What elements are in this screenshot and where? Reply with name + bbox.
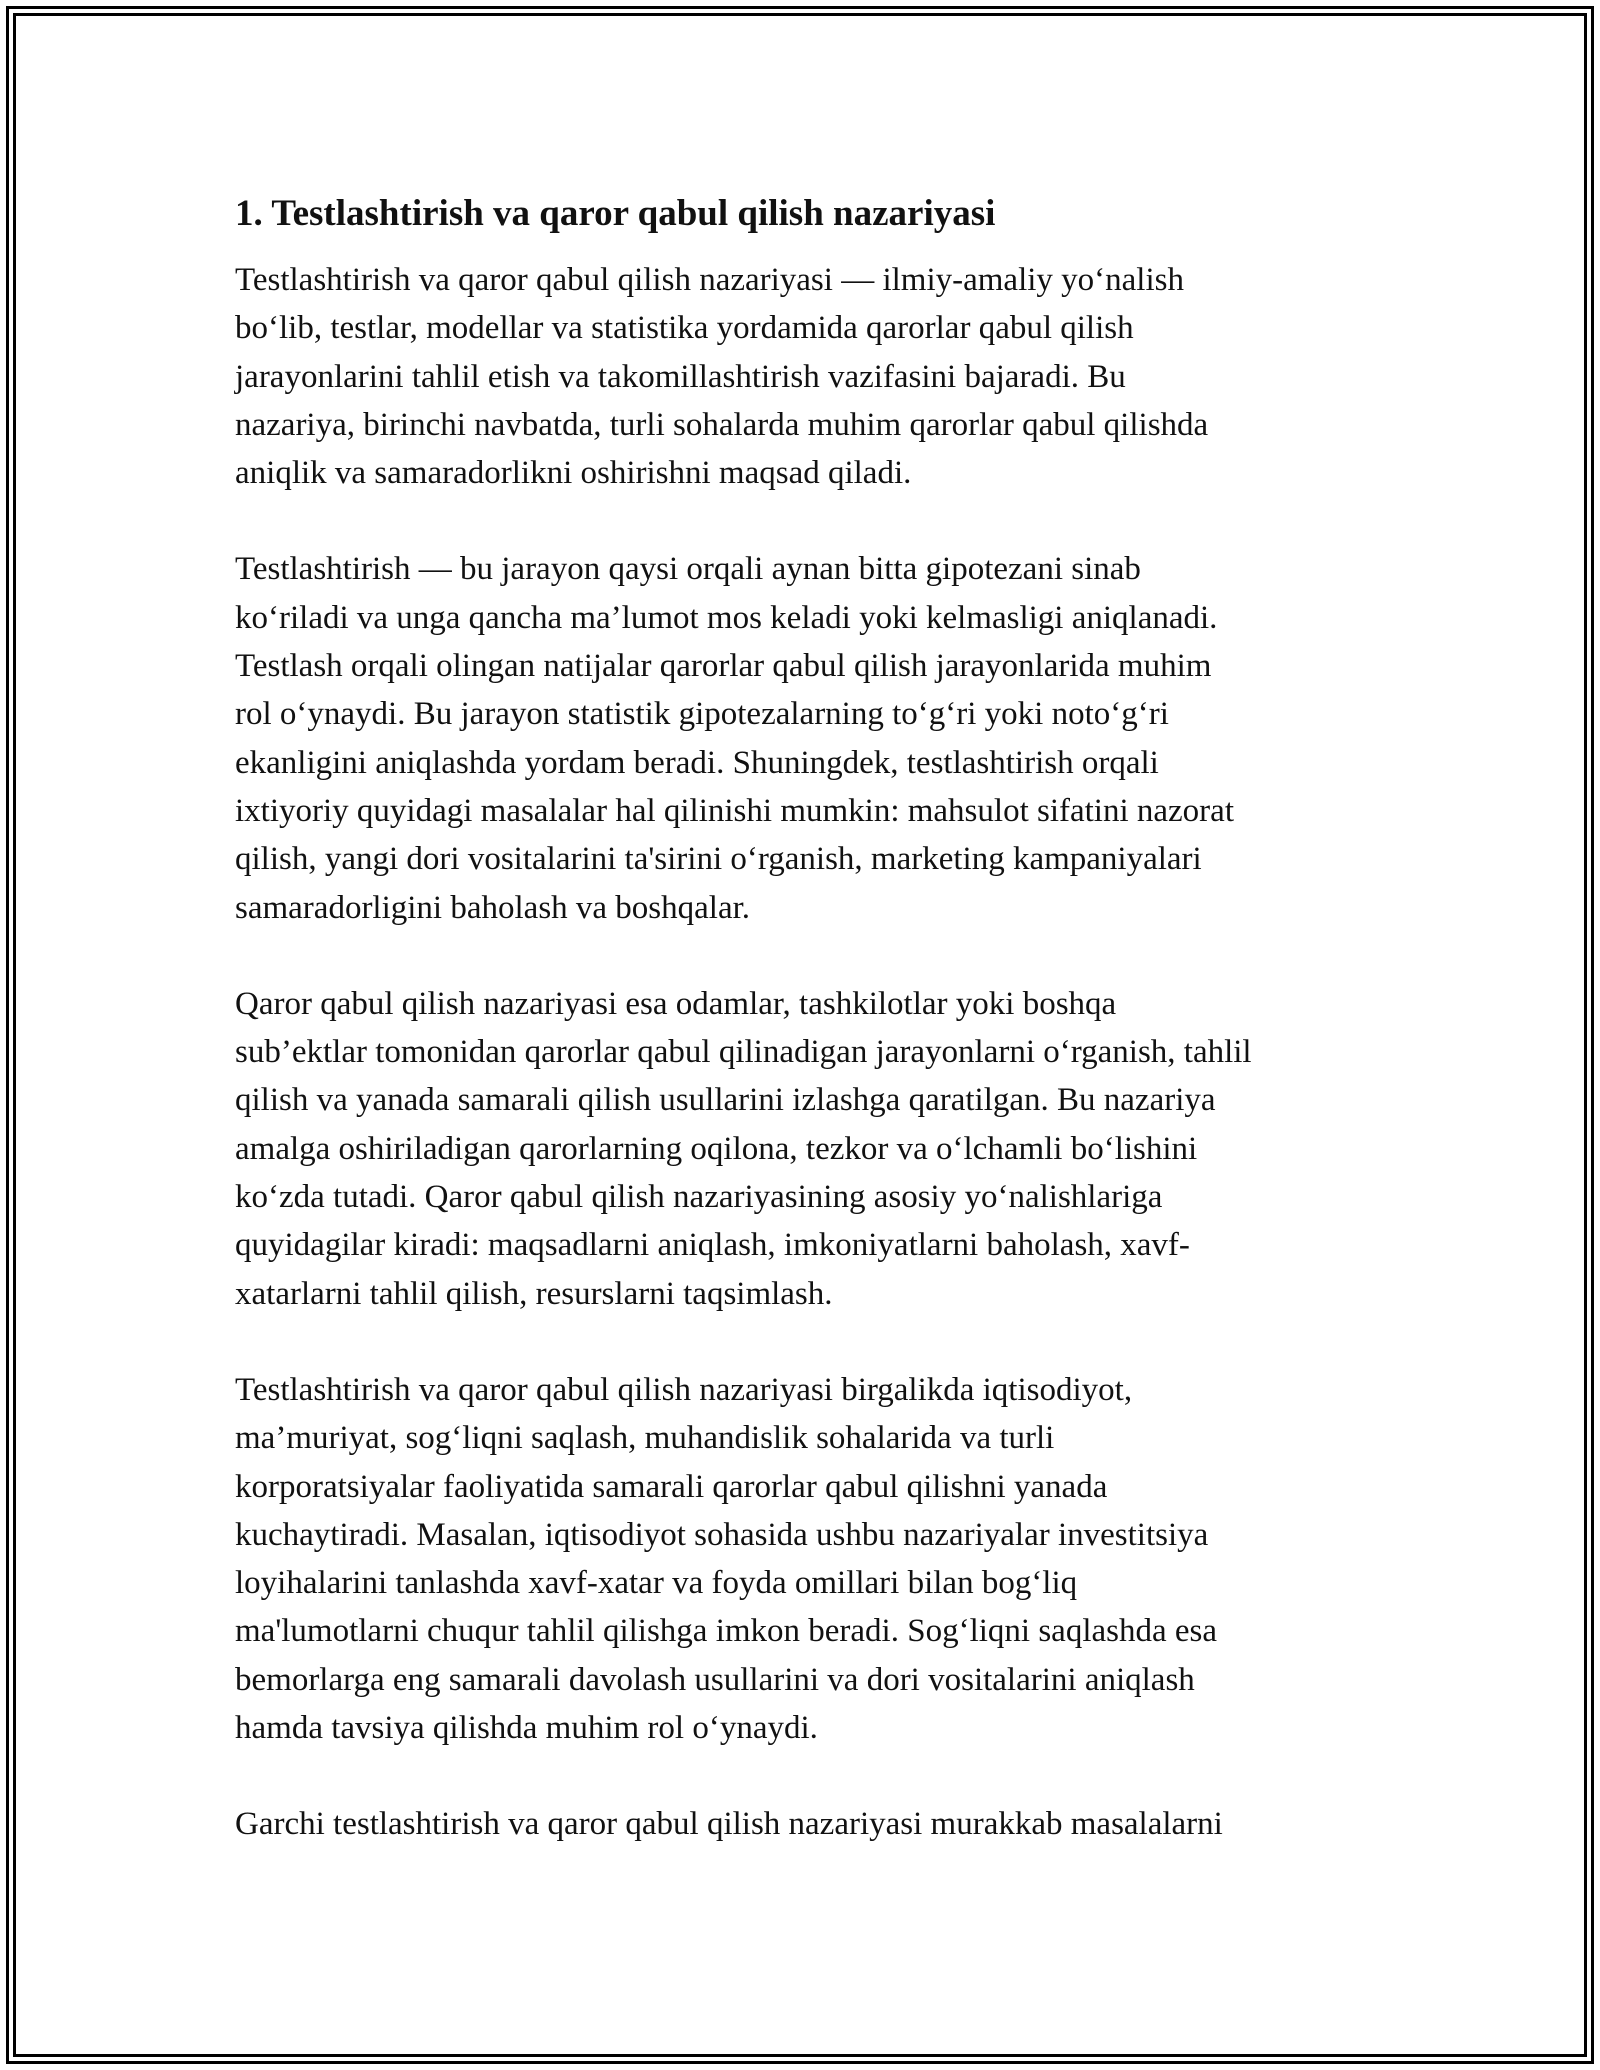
text-line: aniqlik va samaradorlikni oshirishni maqsad qiladi. bbox=[235, 455, 912, 492]
text-line: ekanligini aniqlashda yordam beradi. Shuningdek, testlashtirish orqali bbox=[235, 744, 1159, 781]
text-line: Testlashtirish — bu jarayon qaysi orqali aynan bitta gipotezani sinab bbox=[235, 551, 1141, 588]
text-line: bemorlarga eng samarali davolash usullarini va dori vositalarini aniqlash bbox=[235, 1661, 1195, 1698]
text-line: rol o‘ynaydi. Bu jarayon statistik gipotezalarning to‘g‘ri yoki noto‘g‘ri bbox=[235, 696, 1169, 733]
text-line: sub’ektlar tomonidan qarorlar qabul qilinadigan jarayonlarni o‘rganish, tahlil bbox=[235, 1034, 1252, 1071]
text-line: ixtiyoriy quyidagi masalalar hal qilinishi mumkin: mahsulot sifatini nazorat bbox=[235, 792, 1234, 829]
text-line: quyidagilar kiradi: maqsadlarni aniqlash, imkoniyatlarni baholash, xavf- bbox=[235, 1227, 1190, 1264]
paragraph-list bbox=[235, 256, 1375, 1849]
document-body bbox=[235, 186, 1375, 1897]
text-line: qilish va yanada samarali qilish usullarini izlashga qaratilgan. Bu nazariya bbox=[235, 1082, 1216, 1119]
text-line: korporatsiyalar faoliyatida samarali qarorlar qabul qilishni yanada bbox=[235, 1468, 1108, 1505]
body-paragraph bbox=[235, 1366, 1375, 1752]
text-line: ko‘zda tutadi. Qaror qabul qilish nazariyasining asosiy yo‘nalishlariga bbox=[235, 1179, 1163, 1216]
text-line: kuchaytiradi. Masalan, iqtisodiyot sohasida ushbu nazariyalar investitsiya bbox=[235, 1516, 1209, 1553]
text-line: Testlash orqali olingan natijalar qarorlar qabul qilish jarayonlarida muhim bbox=[235, 648, 1212, 685]
text-line: ma'lumotlarni chuqur tahlil qilishga imkon beradi. Sog‘liqni saqlashda esa bbox=[235, 1613, 1218, 1650]
text-line: amalga oshiriladigan qarorlarning oqilona, tezkor va o‘lchamli bo‘lishini bbox=[235, 1130, 1198, 1167]
text-line: Testlashtirish va qaror qabul qilish nazariyasi — ilmiy-amaliy yo‘nalish bbox=[235, 262, 1184, 298]
text-line: ma’muriyat, sog‘liqni saqlash, muhandislik sohalarida va turli bbox=[235, 1420, 1055, 1457]
body-paragraph bbox=[235, 545, 1375, 931]
text-line: jarayonlarini tahlil etish va takomillashtirish vazifasini bajaradi. Bu bbox=[235, 358, 1126, 395]
text-line: qilish, yangi dori vositalarini ta'sirini o‘rganish, marketing kampaniyalari bbox=[235, 841, 1202, 878]
body-paragraph bbox=[235, 256, 1375, 497]
text-line: Garchi testlashtirish va qaror qabul qilish nazariyasi murakkab masalalarni bbox=[235, 1806, 1223, 1843]
text-line: Testlashtirish va qaror qabul qilish nazariyasi birgalikda iqtisodiyot, bbox=[235, 1371, 1133, 1408]
text-line: hamda tavsiya qilishda muhim rol o‘ynaydi. bbox=[235, 1710, 818, 1747]
body-paragraph bbox=[235, 980, 1375, 1318]
body-paragraph bbox=[235, 1800, 1375, 1848]
text-line: samaradorligini baholash va boshqalar. bbox=[235, 889, 751, 926]
section-heading: 1. Testlashtirish va qaror qabul qilish nazariyasi bbox=[235, 193, 996, 234]
text-line: loyihalarini tanlashda xavf-xatar va foyda omillari bilan bog‘liq bbox=[235, 1565, 1078, 1602]
text-line: ko‘riladi va unga qancha ma’lumot mos keladi yoki kelmasligi aniqlanadi. bbox=[235, 599, 1218, 636]
text-line: bo‘lib, testlar, modellar va statistika yordamida qarorlar qabul qilish bbox=[235, 310, 1134, 347]
text-line: xatarlarni tahlil qilish, resurslarni taqsimlash. bbox=[235, 1275, 833, 1312]
text-line: nazariya, birinchi navbatda, turli sohalarda muhim qarorlar qabul qilishda bbox=[235, 406, 1209, 443]
text-line: Qaror qabul qilish nazariyasi esa odamlar, tashkilotlar yoki boshqa bbox=[235, 985, 1117, 1022]
